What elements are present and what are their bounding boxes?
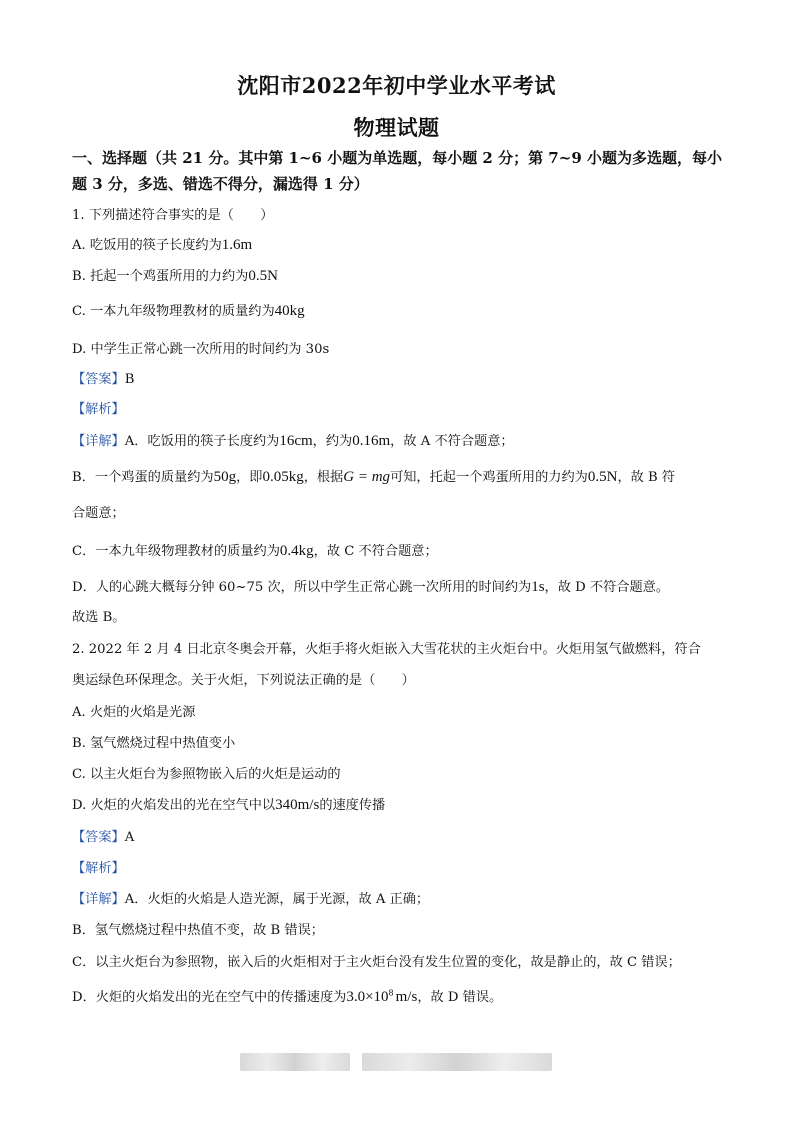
q1-option-d: D. 中学生正常心跳一次所用的时间约为 30s	[72, 342, 330, 357]
q2-detail-d: D．火炬的火焰发出的光在空气中的传播速度为$3.0\times 10^8$ m/s，故 D 错误。	[72, 988, 503, 1005]
q2-detail-b: B．氢气燃烧过程中热值不变，故 B 错误；	[72, 923, 324, 938]
q2-option-a: A. 火炬的火焰是光源	[72, 705, 196, 720]
q2-stem-line2: 奥运绿色环保理念。关于火炬，下列说法正确的是（ ）	[72, 673, 415, 688]
q1-option-c: C. 一本九年级物理教材的质量约为40kg	[72, 303, 305, 319]
page-title: 沈阳市2022年初中学业水平考试	[237, 73, 556, 98]
q1-analysis-label: 【解析】	[72, 402, 125, 417]
q2-option-b: B. 氢气燃烧过程中热值变小	[72, 736, 236, 751]
q2-option-c: C. 以主火炬台为参照物嵌入后的火炬是运动的	[72, 767, 341, 782]
q2-option-d: D. 火炬的火焰发出的光在空气中以340m/s的速度传播	[72, 797, 386, 813]
q1-detail-b: B．一个鸡蛋的质量约为50g，即0.05kg，根据G = mg可知，托起一个鸡蛋所用的力约为0.5N，故 B 符	[72, 469, 676, 485]
footer-watermark	[240, 1053, 350, 1071]
q2-detail-a: 【详解】A．火炬的火焰是人造光源，属于光源，故 A 正确；	[72, 892, 430, 907]
q1-option-b: B. 托起一个鸡蛋所用的力约为0.5N	[72, 268, 278, 284]
q1-detail-d: D．人的心跳大概每分钟 60~75 次，所以中学生正常心跳一次所用的时间约为1s，故 D 不符合题意。	[72, 579, 670, 595]
q2-answer: 【答案】A	[72, 830, 135, 845]
q2-stem-line1: 2. 2022 年 2 月 4 日北京冬奥会开幕，火炬手将火炬嵌入大雪花状的主火炬台中。火炬用氢气做燃料，符合	[72, 642, 701, 657]
q1-option-a: A. 吃饭用的筷子长度约为1.6m	[72, 237, 253, 253]
page-subtitle: 物理试题	[353, 115, 440, 140]
q1-conclusion: 故选 B。	[72, 610, 126, 625]
footer-watermark-2	[362, 1053, 552, 1071]
q1-answer: 【答案】B	[72, 372, 135, 387]
q2-analysis-label: 【解析】	[72, 861, 125, 876]
q1-detail-b-cont: 合题意；	[72, 506, 125, 521]
q1-stem: 1. 下列描述符合事实的是（ ）	[72, 208, 274, 223]
q1-detail-c: C．一本九年级物理教材的质量约为0.4kg，故 C 不符合题意；	[72, 543, 438, 559]
q1-detail-a: 【详解】A．吃饭用的筷子长度约为16cm，约为0.16m，故 A 不符合题意；	[72, 433, 514, 449]
section-heading-line1: 一、选择题（共 21 分。其中第 1~6 小题为单选题，每小题 2 分；第 7~9 小题为多选题，每小	[72, 149, 722, 167]
section-heading-line2: 题 3 分，多选、错选不得分，漏选得 1 分）	[72, 175, 369, 193]
q2-detail-c: C．以主火炬台为参照物，嵌入后的火炬相对于主火炬台没有发生位置的变化，故是静止的，故 C 错误；	[72, 955, 681, 970]
